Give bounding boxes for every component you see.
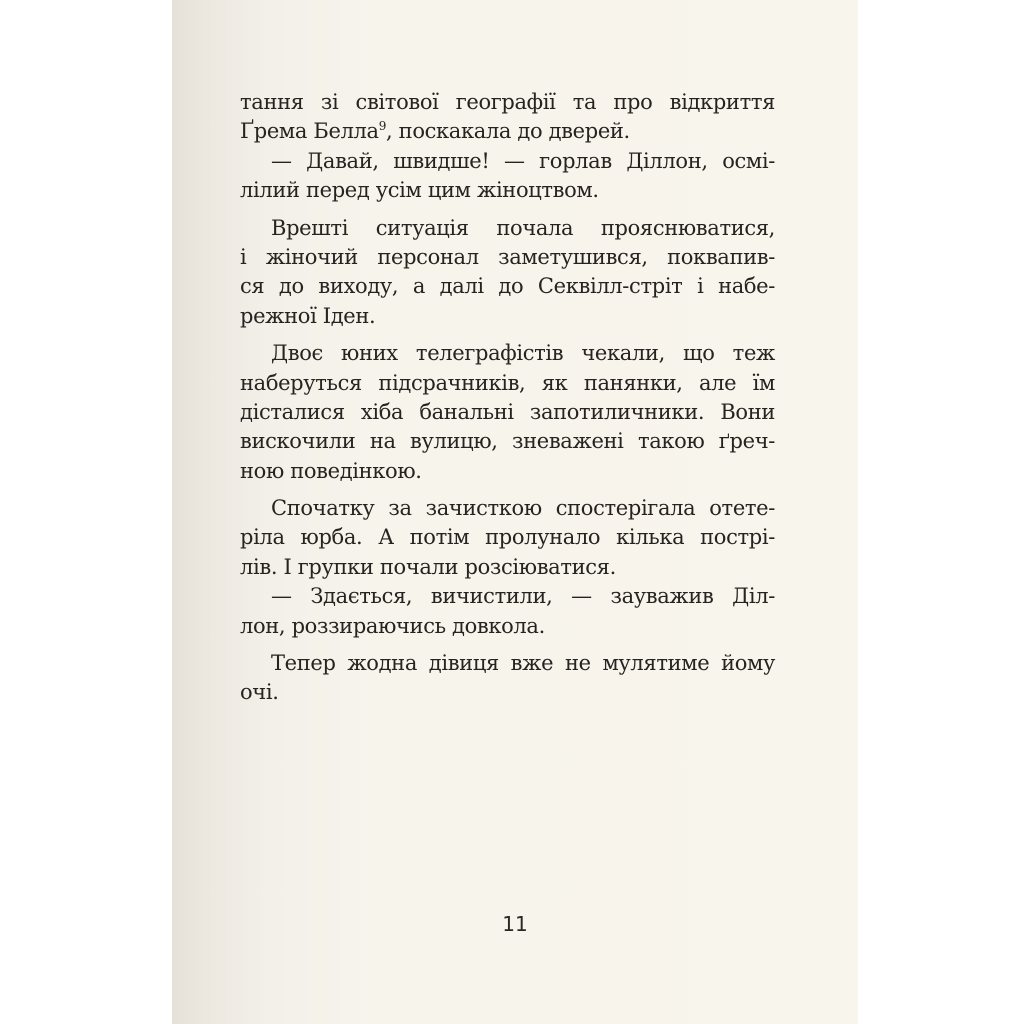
- paragraph-2: [240, 147, 775, 206]
- paragraph-1: [240, 88, 775, 147]
- footnote-marker: 9: [378, 119, 387, 134]
- page-number: 11: [502, 912, 528, 936]
- text-span: Ґрема Белла: [240, 119, 379, 144]
- text-line: Спочатку за зачисткою спостерігала отете-: [271, 496, 775, 521]
- text-line: Врешті ситуація почала прояснюватися,: [271, 215, 775, 240]
- paragraph-6: [240, 582, 775, 641]
- text-line: ною поведінкою.: [240, 458, 422, 483]
- page-text: [240, 88, 775, 708]
- paragraph-4: [240, 339, 775, 486]
- book-page: [172, 0, 858, 1024]
- text-line: ріла юрба. А потім пролунало кілька пострі-: [240, 525, 775, 550]
- text-line: лів. І групки почали розсіюватися.: [240, 554, 616, 579]
- text-line: лон, роззираючись довкола.: [240, 613, 545, 638]
- paragraph-7: [240, 649, 775, 708]
- text-line: [240, 117, 775, 146]
- paragraph-5: [240, 494, 775, 582]
- text-span: , поскакала до дверей.: [386, 119, 630, 144]
- text-line: ся до виходу, а далі до Секвілл-стріт і набе-: [240, 274, 775, 299]
- text-line: Тепер жодна дівиця вже не мулятиме йому: [271, 651, 775, 676]
- text-line: режної Іден.: [240, 303, 376, 328]
- text-line: наберуться підсрачників, як панянки, але їм: [240, 370, 775, 395]
- text-line: Двоє юних телеграфістів чекали, що теж: [271, 341, 775, 366]
- paragraph-3: [240, 214, 775, 332]
- text-line: очі.: [240, 680, 279, 705]
- text-line: — Давай, швидше! — горлав Діллон, осмі-: [271, 148, 775, 173]
- text-line: і жіночий персонал заметушився, поквапив-: [240, 244, 775, 269]
- text-line: тання зі світової географії та про відкриття: [240, 90, 775, 114]
- text-line: лілий перед усім цим жіноцтвом.: [240, 178, 599, 203]
- text-line: дісталися хіба банальні запотиличники. Вони: [240, 399, 775, 424]
- text-line: вискочили на вулицю, зневажені такою ґреч-: [240, 429, 775, 454]
- text-line: — Здається, вичистили, — зауважив Діл-: [271, 584, 775, 609]
